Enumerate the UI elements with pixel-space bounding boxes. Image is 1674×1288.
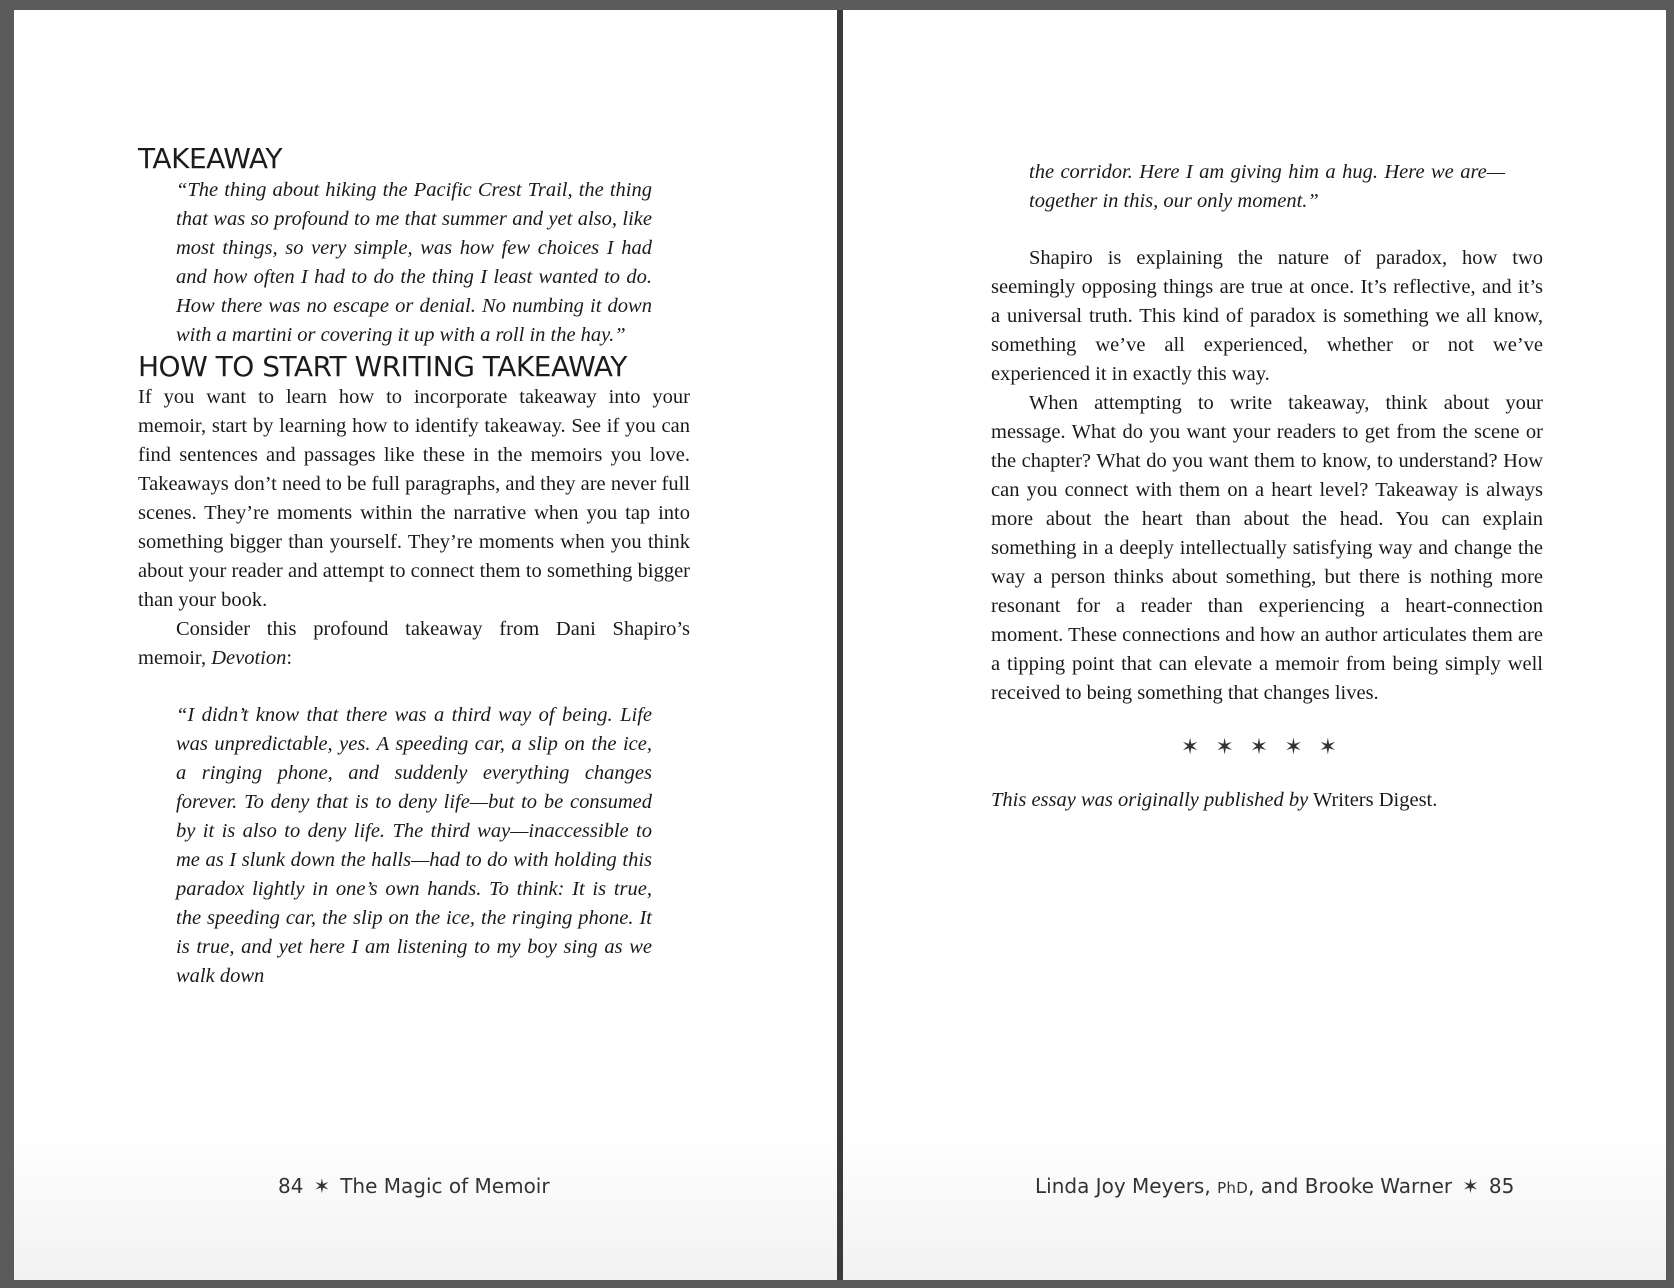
publication-note-source: Writers Digest.	[1308, 789, 1438, 811]
page-number-84: 84	[278, 1174, 304, 1198]
section-break-stars: ✶✶✶✶✶	[1180, 734, 1354, 759]
heading-how-to-start: HOW TO START WRITING TAKEAWAY	[138, 349, 627, 383]
star-separator-icon: ✶	[313, 1174, 331, 1198]
left-page-footer	[278, 1174, 550, 1198]
paragraph-consider-devotion	[138, 615, 690, 673]
left-page-content	[138, 142, 690, 991]
right-page-footer	[1035, 1174, 1514, 1198]
authors-a: Linda Joy Meyers,	[1035, 1174, 1218, 1198]
running-title: The Magic of Memoir	[340, 1174, 550, 1198]
paragraph-consider-lead: Consider this profound takeaway from Dani Shapiro’s memoir,	[138, 618, 690, 670]
authors-b: , and Brooke Warner	[1248, 1174, 1453, 1198]
paragraph-identify-takeaway: If you want to learn how to incorporate takeaway into your memoir, start by learning how to identify takeaway. See if you can find sentences and passages like these in the memoirs you love. Takeaways don’t need to be full paragraphs, and they are never full scenes. They’re moments within the narrative when you tap into something bigger than yourself. They’re moments when you think about your reader and attempt to connect them to something bigger than your book.	[138, 386, 690, 612]
paragraph-attempting-takeaway: When attempting to write takeaway, think about your message. What do you want your readers to get from the scene or the chapter? What do you want them to know, to understand? How can you connect with them on a heart level? Takeaway is always more about the heart than about the head. You can explain something in a deeply intellectually satisfying way and change the way a person thinks about something, but there is nothing more resonant for a reader than experiencing a heart-connection moment. These connections and how an author articulates them are a tipping point that can elevate a memoir from being simply well received to being something that changes lives.	[991, 392, 1543, 704]
heading-takeaway: TAKEAWAY	[138, 142, 282, 175]
paragraph-consider-end: :	[286, 647, 293, 670]
quote-devotion-continued: the corridor. Here I am giving him a hug. Here we are—together in this, our only moment.”	[1029, 161, 1505, 212]
paragraph-paradox: Shapiro is explaining the nature of paradox, how two seemingly opposing things are true at once. It’s reflective, and it’s a universal truth. This kind of paradox is something we all know, something we’ve all experienced, whether or not we’ve experienced it in exactly this way.	[991, 247, 1543, 385]
page-number-85: 85	[1488, 1174, 1515, 1198]
right-page	[843, 10, 1666, 1280]
author-credential: PhD	[1217, 1179, 1249, 1197]
star-separator-icon: ✶	[1462, 1174, 1479, 1198]
quote-devotion: “I didn’t know that there was a third way of being. Life was unpredictable, yes. A speeding car, a slip on the ice, a ringing phone, and suddenly everything changes forever. To deny that is to deny life—but to be consumed by it is also to deny life. The third way—inaccessible to me as I slunk down the halls—had to do with holding this paradox lightly in one’s own hands. To think: It is true, the speeding car, the slip on the ice, the ringing phone. It is true, and yet here I am listening to my boy sing as we walk down	[176, 704, 652, 988]
publication-note-italic: This essay was originally published by	[991, 789, 1309, 811]
quote-pacific-crest-trail: “The thing about hiking the Pacific Crest Trail, the thing that was so profound to me that summer and yet also, like most things, so very simple, was how few choices I had and how often I had to do the thing I least wanted to do. How there was no escape or denial. No numbing it down with a martini or covering it up with a roll in the hay.”	[176, 178, 652, 346]
right-page-content	[991, 158, 1543, 815]
publication-note	[991, 786, 1543, 815]
left-page	[14, 10, 837, 1280]
book-title-devotion: Devotion	[211, 647, 287, 670]
